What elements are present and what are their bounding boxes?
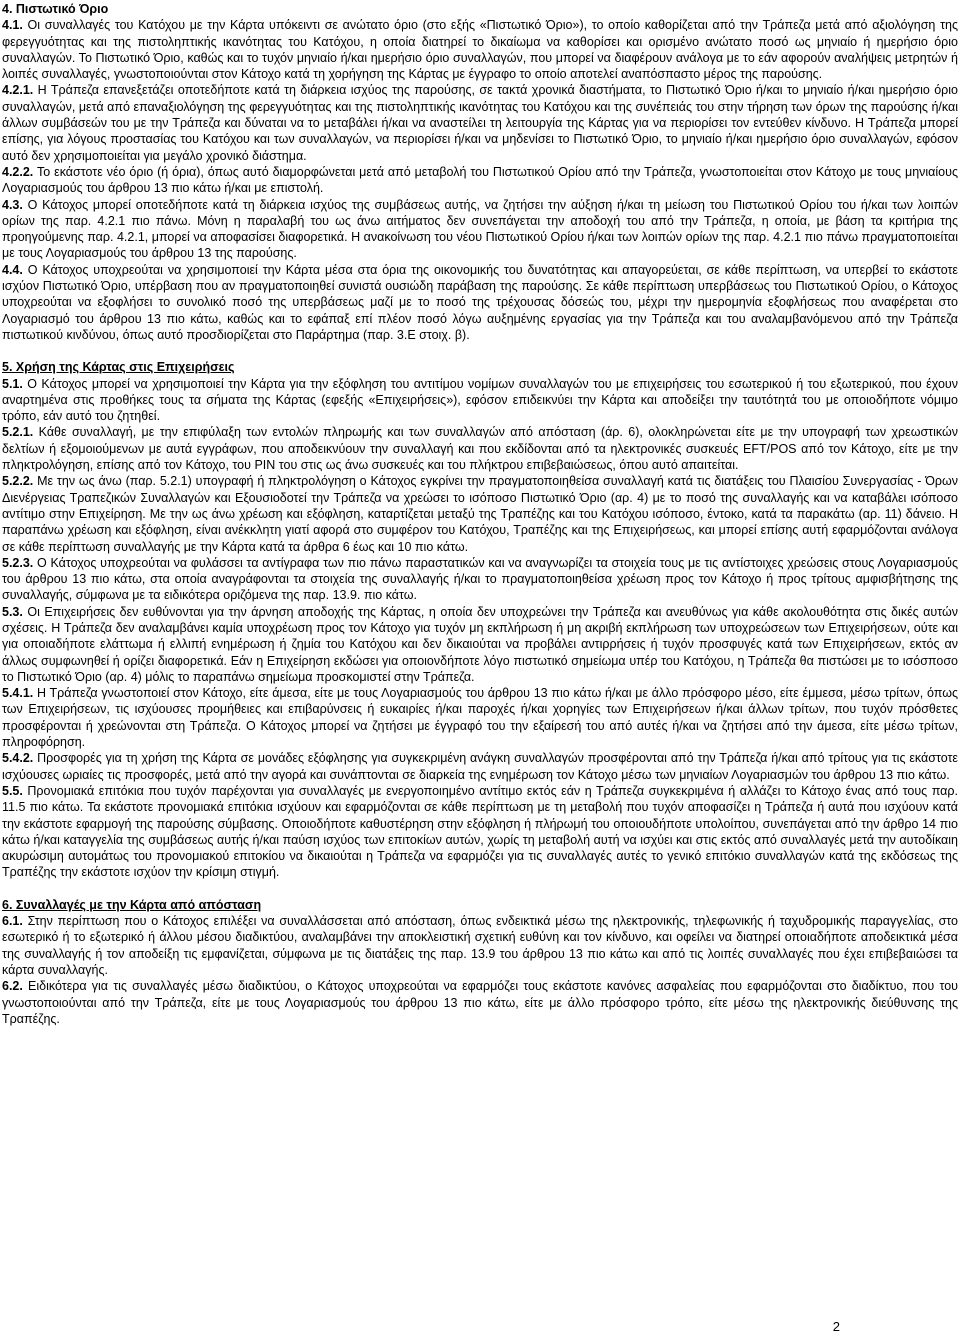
paragraph-number: 6.1. [2, 914, 23, 929]
paragraph-number: 5.1. [2, 376, 23, 391]
paragraph-number: 5.2.2. [2, 474, 34, 489]
paragraph-text: Οι Επιχειρήσεις δεν ευθύνονται για την άρνηση αποδοχής της Κάρτας, η οποία δεν υποχρεώνει την Τράπεζα και ανευθύνως για κάθε ακολουθότητα στις δικές αυτών σχέσεις. Η Τράπεζα δεν αναλαμβάνει καμία υποχρέωση προς τον Κάτοχο για τυχόν μη εκπλήρωση ή μη ακριβή εκπλήρωση των υποχρεώσεων των Επιχειρήσεων, ούτε και για οποιαδήποτε ελάττωμα ή ελλιπή ενημέρωση ή ζημία του Κατόχου και δεν δικαιούται να προβάλει αντιρρήσεις ή τυχόν προσφυγές κατά των Επιχειρήσεων, εκτός αν άλλως συμφωνηθεί ή ορίζει διαφορετικά. Εάν η Επιχείρηση εκδώσει για οποιονδήποτε λόγο πιστωτικό σημείωμα υπέρ του Κατόχου, η Τράπεζα θα πιστώσει με το ισόσποσο το Πιστωτικό Όριο (αρ. 4) μόλις το παραπάνω σημείωμα προσκομιστεί στην Τράπεζα. [2, 604, 958, 684]
paragraph-number: 5.5. [2, 783, 23, 798]
paragraph-text: Ο Κάτοχος υποχρεούται να χρησιμοποιεί την Κάρτα μέσα στα όρια της οικονομικής του δυνατότητας και απαγορεύεται, σε κάθε περίπτωση, να υπερβεί το εκάστοτε ισχύον Πιστωτικό Όριο, υπέρβαση που αν πραγματοποιηθεί συνιστά ουσιώδη παράβαση της παρούσης. Σε κάθε περίπτωση υπερβάσεως του Πιστωτικού Ορίου, ο Κάτοχος υποχρεούται να εξοφλήσει το συνολικό ποσό της υπερβάσεως μαζί με το ποσό της τρέχουσας δόσεώς του, μέχρι την ημερομηνία εξοφλήσεως που αναφέρεται στο Λογαριασμό του άρθρου 13 πιο κάτω, καθώς και το εφάπαξ επί πλέον ποσό λόγω αυξημένης εργασίας για την Τράπεζα και του αναλαμβανόμενου από την Τράπεζα πιστωτικού κινδύνου, όπως αυτό προσδιορίζεται στο Παράρτημα (παρ. 3.Ε στοιχ. β). [2, 262, 958, 342]
paragraph [2, 783, 958, 881]
paragraph [2, 262, 958, 343]
paragraph-number: 4.2.1. [2, 83, 34, 98]
paragraph-number: 4.1. [2, 18, 23, 33]
paragraph [2, 750, 958, 783]
paragraph-number: 5.4.1. [2, 686, 34, 701]
paragraph-number: 5.4.2. [2, 751, 34, 766]
section-heading-6: 6. Συναλλαγές με την Κάρτα από απόσταση [2, 897, 262, 912]
paragraph-text: Οι συναλλαγές του Κατόχου με την Κάρτα υπόκειντι σε ανώτατο όριο (στο εξής «Πιστωτικό Όριο»), το οποίο καθορίζεται από την Τράπεζα μετά από αξιολόγηση της φερεγγυότητας και της πιστοληπτικής ικανότητας του Κατόχου, η οποία διατηρεί το δικαίωμα να καθορίσει και ορισμένο ανώτατο ποσό ως μηνιαίο ή ημερήσιο όριο συναλλαγών. Το Πιστωτικό Όριο, καθώς και το τυχόν μηνιαίο ή/και ημερήσιο όριο συναλλαγών, που μπορεί να διαφέρουν ανάλογα με το εάν αφορούν αναλήψεις μετρητών ή λοιπές συναλλαγές, γνωστοποιούνται στον Κάτοχο κατά τη χορήγηση της Κάρτας με έγγραφο το οποίο αποτελεί αναπόσπαστο μέρος της παρούσης. [2, 18, 958, 82]
paragraph [2, 978, 958, 1027]
paragraph [2, 82, 958, 163]
page-number: 2 [832, 1318, 840, 1334]
paragraph-text: Κάθε συναλλαγή, με την επιφύλαξη των εντολών πληρωμής και των συναλλαγών από απόσταση (άρ. 6), ολοκληρώνεται είτε με την υπογραφή των χρεωστικών δελτίων ή εξομοιούμενων με αυτά εγγράφων, που αποδεικνύουν την συναλλαγή και που εκδίδονται από τα ηλεκτρονικές συσκευές EFT/POS από τον Κάτοχο, είτε με την πληκτρολόγηση, επίσης από τον Κάτοχο, του PIN του στις ως άνω συσκευές και του πλήκτρου επιβεβαιώσεως, όπου αυτό απαιτείται. [2, 425, 958, 473]
paragraph-text: Προσφορές για τη χρήση της Κάρτα σε μονάδες εξόφλησης για συγκεκριμένη ανάγκη συναλλαγών προσφέρονται από την Τράπεζα ή/και από τρίτους για τις εκάστοτε ισχύουσες ωριαίες τις προσφορές, μετά από την αγορά και συνάπτονται σε διαρκεία της ενημέρωση τον Κάτοχο μέσω των μηνιαίων Λογαριασμών του άρθρου 13 πιο κάτω. [2, 751, 958, 782]
paragraph-text: Στην περίπτωση που ο Κάτοχος επιλέξει να συναλλάσσεται από απόσταση, όπως ενδεικτικά μέσω της ηλεκτρονικής, τηλεφωνικής ή ταχυδρομικής παραγγελίας, στο εσωτερικό ή το εξωτερικό ή άλλου μέσου διαδικτύου, αναλαμβάνει την αποκλειστική σχετική ευθύνη και τον κίνδυνο, και οφείλει να διατηρεί οποιαδήποτε αποδεικτικά μέσα της συναλλαγής ή τον αποδείξη τις εμφανίζεται, σύμφωνα με τις διατάξεις της παρ. 13.9 του άρθρου 13 πιο κάτω και από τις λοιπές συναλλαγές που έχει επιβεβαιώσει τα κάρτα συναλλαγής. [2, 914, 958, 977]
section-heading-5: 5. Χρήση της Κάρτας στις Επιχειρήσεις [2, 360, 235, 375]
paragraph [2, 555, 958, 604]
paragraph-text: Ο Κάτοχος μπορεί να χρησιμοποιεί την Κάρτα για την εξόφληση του αντιτίμου νομίμων συναλλαγών του με επιχειρήσεις του εσωτερικού ή του εξωτερικού, που έχουν αναρτημένα στις προθήκες τους τα σήματα της Κάρτας (εφεξής «Επιχειρήσεις»), εφόσον επιδεικνύει την Κάρτα και αποδείξει την ταυτότητά του με οποιοδήποτε νόμιμο τρόπο, εάν αυτό του ζητηθεί. [2, 376, 958, 424]
paragraph [2, 164, 958, 197]
section-heading-4: 4. Πιστωτικό Όριο [2, 2, 109, 16]
paragraph-text: Προνομιακά επιτόκια που τυχόν παρέχονται για συναλλαγές με ενεργοποιημένο αντίτιμο εκτός εάν η Τράπεζα συγκεκριμένα ή αλλάζει το Κάτοχο ένας από τους παρ. 11.5 πιο κάτω. Τα εκάστοτε προνομιακά επιτόκια ισχύουν και εφαρμόζονται σε κάθε περίπτωση με τη μεταβολή που τυχόν αποφασίζει η Τράπεζα ή αυτά που ισχύουν κατά την εκάστοτε εφαρμογή της παρούσης σύμβασης. Οποιοδήποτε καθυστέρηση στην εξόφληση ή πλήρωμή του οποιουδήποτε υπολοίπου, συνεπάγεται από την άρθρο 14 πιο κάτω ή/και καταγγελία της συμβάσεως αυτής ή/και παύση ισχύος των επιτοκίων αυτών, χωρίς τη μεταβολή αυτή να ισχύει και στις εκτός από συναλλαγές μετά την αυτοδίκαιη ακυρώσιμη αυτομάτως του προνομιακού επιτοκίου να δικαιούται η Τράπεζα να εφαρμόζει για τις συναλλαγές αυτές το γενικό επιτόκιο συναλλαγών κατά της εκδόσεως της Τραπέζης την εκάστοτε ισχύον την κρίσιμη στιγμή. [2, 783, 958, 880]
paragraph-number: 4.2.2. [2, 164, 34, 179]
paragraph [2, 17, 958, 82]
paragraph [2, 197, 958, 262]
paragraph-number: 5.3. [2, 604, 23, 619]
paragraph-number: 6.2. [2, 979, 23, 994]
paragraph-text: Ο Κάτοχος μπορεί οποτεδήποτε κατά τη διάρκεια ισχύος της συμβάσεως αυτής, να ζητήσει την αύξηση ή/και τη μείωση του Πιστωτικού Ορίου του ή/και των λοιπών ορίων της παρ. 4.2.1 πιο πάνω. Μόνη η παραλαβή του ως άνω αιτήματος δεν συνεπάγεται την αποδοχή του από την Τράπεζα, η οποία, με βάση τα κριτήρια της προηγούμενης παρ. 4.2.1, μπορεί να αποφασίσει διαφορετικά. Η ανακοίνωση του νέου Πιστωτικού Ορίου ή/και των λοιπών ορίων της παρ. 4.2.1 πιο πάνω πραγματοποιείται με τους Λογαριασμούς του άρθρου 13 της παρούσης. [2, 197, 958, 261]
section-5-body [2, 376, 958, 881]
section-4-body [2, 17, 958, 343]
paragraph-number: 5.2.1. [2, 425, 34, 440]
paragraph-text: Το εκάστοτε νέο όριο (ή όρια), όπως αυτό διαμορφώνεται μετά από μεταβολή του Πιστωτικού Ορίου από την Τράπεζα, γνωστοποιείται στον Κάτοχο με τους μηνιαίους Λογαριασμούς του άρθρου 13 πιο κάτω ή/και με επιστολή. [2, 164, 958, 196]
paragraph [2, 913, 958, 978]
paragraph-number: 5.2.3. [2, 555, 34, 570]
paragraph-text: Η Τράπεζα επανεξετάζει οποτεδήποτε κατά τη διάρκεια ισχύος της παρούσης, σε τακτά χρονικά διαστήματα, το Πιστωτικό Όριο ή/και το μηνιαίο ή/και ημερήσιο όριο συναλλαγών, μετά από επαναξιολόγηση της φερεγγυότητας και της πιστοληπτικής ικανότητας του Κατόχου και της συνέπειάς του στην τήρηση των όρων της παρούσης ή/και άλλων συμβάσεών του με την Τράπεζα και δύναται να το μεταβάλει ή/και να αναστείλει τη λειτουργία της Κάρτας για να περιορίσει τον εντεύθεν κίνδυνο. Η Τράπεζα μπορεί επίσης, για λόγους προστασίας του Κατόχου και των συναλλαγών, να περιορίσει ή/και να μηδενίσει το Πιστωτικό Όριο, το μηνιαίο ή/και ημερήσιο όριο συναλλαγών, εφόσον αυτό δεν χρησιμοποιείται για μεγάλο χρονικό διάστημα. [2, 83, 958, 163]
section-6-body [2, 913, 958, 1027]
paragraph-text: Με την ως άνω (παρ. 5.2.1) υπογραφή ή πληκτρολόγηση ο Κάτοχος εγκρίνει την πραγματοποιηθείσα συναλλαγή κατά τις διατάξεις του Πλαισίου Συνεργασίας - Όρων Διενέργειας Τραπεζικών Συναλλαγών και Εξουσιοδοτεί την Τράπεζα να χρεώσει το ισόποσο Πιστωτικό Όριο (αρ. 4) με το ποσό της συναλλαγής και να καταβάλει ισόποσο αντίτιμο στην Επιχείρηση. Με την ως άνω χρέωση και εξόφληση, καταρτίζεται μεταξύ της Τραπέζης και του Κατόχου ισόποσο, έντοκο, κατά τα παρακάτω (αρ. 11) δάνειο. Η παραπάνω χρέωση και εξόφληση, είναι ανέκκλητη γιατί αφορά στο συμφέρον του Κατόχου, Τραπέζης και της Επιχειρήσεως, και μπορεί επίσης αυτή εφαρμόζονται ανάλογα σε κάθε περίπτωση συναλλαγής με την Κάρτα κατά τα άρθρα 6 έως και 10 πιο κάτω. [2, 474, 958, 554]
paragraph [2, 604, 958, 685]
paragraph-number: 4.4. [2, 262, 23, 277]
paragraph-text: Ειδικότερα για τις συναλλαγές μέσω διαδικτύου, ο Κάτοχος υποχρεούται να εφαρμόζει τους εκάστοτε κανόνες ασφαλείας που εφαρμόζονται στο διαδίκτυο, που του γνωστοποιούνται από την Τράπεζα, είτε με τους Λογαριασμούς του άρθρου 13 πιο κάτω, είτε με άλλο πρόσφορο τρόπο, είτε μέσω της ηλεκτρονικής διεύθυνσης της Τραπέζης. [2, 979, 958, 1026]
paragraph [2, 424, 958, 473]
paragraph [2, 376, 958, 425]
paragraph-text: Η Τράπεζα γνωστοποιεί στον Κάτοχο, είτε άμεσα, είτε με τους Λογαριασμούς του άρθρου 13 πιο κάτω ή/και με άλλο πρόσφορο μέσο, είτε έμμεσα, μέσω τρίτων, όπως των Επιχειρήσεων, τις ισχύουσες προμήθειες και επιβαρύνσεις ή ευκαιρίες ή/και παροχές ή/και χορηγίες των Επιχειρήσεων ή/και άλλων τρίτων, που τυχόν πρόσθετες προσφέρονται ή χρεώνονται στη Τράπεζα. Ο Κάτοχος μπορεί να ζητήσει με έγγραφό του την εξαίρεσή του από αυτές ή/και να ζητήσει από την άμεσα, είτε μέσω τρίτων, πληροφόρηση. [2, 686, 958, 750]
paragraph-number: 4.3. [2, 197, 23, 212]
paragraph [2, 685, 958, 750]
paragraph [2, 473, 958, 554]
paragraph-text: Ο Κάτοχος υποχρεούται να φυλάσσει τα αντίγραφα των πιο πάνω παραστατικών και να αναγνωρίζει τα στοιχεία τους με τις αντίστοιχες χρεώσεις στους Λογαριασμούς του άρθρου 13 πιο κάτω, στα οποία αναγράφονται τα στοιχεία της συναλλαγής ή/και το πραγματοποιηθείσα χρέωση προς τον Κάτοχο ή προς τρίτους αμφισβήτησης της συναλλαγής, σύμφωνα με τα ειδικότερα οριζόμενα της παρ. 13.9. πιο κάτω. [2, 555, 958, 603]
